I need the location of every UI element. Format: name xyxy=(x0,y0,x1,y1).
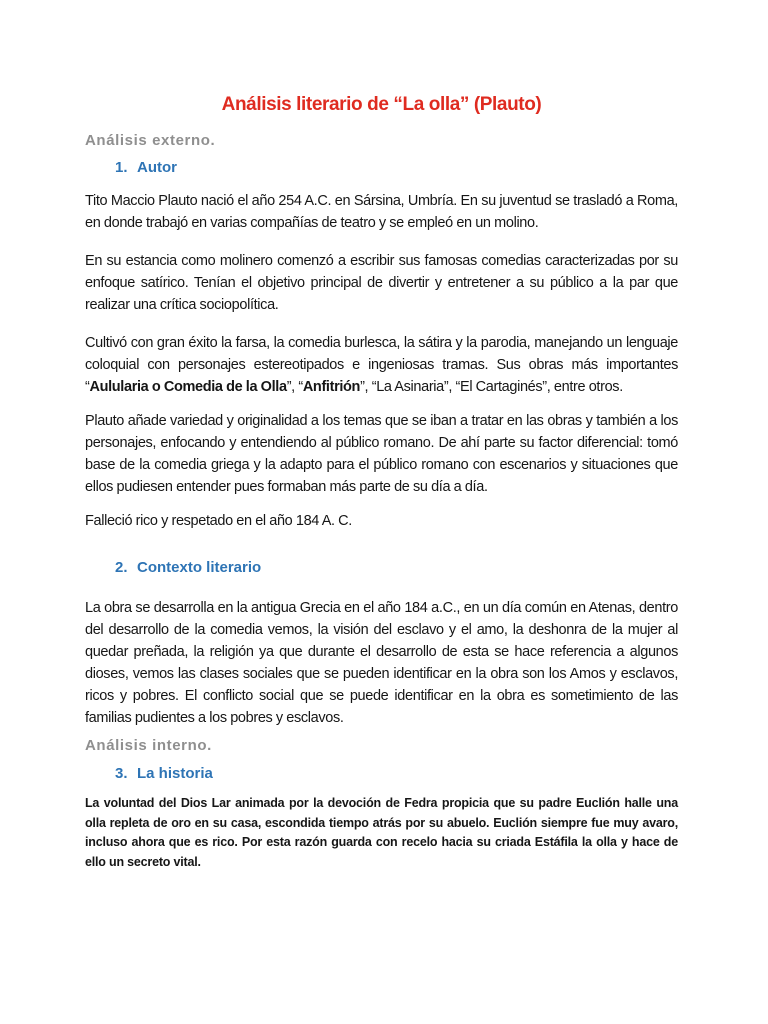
heading-historia-number: 3. xyxy=(115,765,128,782)
section-label-analisis-externo: Análisis externo. xyxy=(85,132,216,149)
paragraph-obras-text-2: ”, “ xyxy=(286,379,303,395)
document-title: Análisis literario de “La olla” (Plauto) xyxy=(221,94,542,115)
paragraph-molinero-comedias: En su estancia como molinero comenzó a escribir sus famosas comedias caracterizadas por su enfoque satírico. Tenían el objetivo principal de divertir y entretener a su público a la par que realizar una crítica sociopolítica. xyxy=(85,253,678,313)
heading-contexto-number: 2. xyxy=(115,559,128,576)
heading-autor xyxy=(85,159,678,176)
paragraph-obras-text-1: Cultivó con gran éxito la farsa, la comedia burlesca, la sátira y la parodia, manejando un lenguaje coloquial con personajes estereotipados e ingeniosas tramas. Sus obras más importantes “ xyxy=(85,335,678,395)
paragraph-obras-text-3: ”, “La Asinaria”, “El Cartaginés”, entre otros. xyxy=(360,379,623,395)
section-label-analisis-interno: Análisis interno. xyxy=(85,737,212,754)
paragraph-variedad-originalidad: Plauto añade variedad y originalidad a los temas que se iban a tratar en las obras y también a los personajes, enfocando y entendiendo al público romano. De ahí parte su factor diferencial: tomó base de la comedia griega y la adapto para el público romano con escenarios y situaciones que ellos pudiesen entender pues formaban más parte de su día a día. xyxy=(85,413,678,495)
paragraph-obras-importantes xyxy=(85,332,678,398)
paragraph-contexto-grecia: La obra se desarrolla en la antigua Grecia en el año 184 a.C., en un día común en Atenas, dentro del desarrollo de la comedia vemos, la visión del esclavo y el amo, la deshonra de la mujer al quedar preñada, la religión ya que durante el desarrollo de esta se hace referencia a algunos dioses, vemos las clases sociales que se pueden identificar en la obra son los Amos y esclavos, ricos y pobres. El conflicto social que se puede identificar en la obra es sometimiento de las familias pudientes a los pobres y esclavos. xyxy=(85,600,678,726)
heading-contexto-label: Contexto literario xyxy=(137,559,262,576)
paragraph-obras-bold-anfitrion: Anfitrión xyxy=(302,379,361,395)
heading-la-historia xyxy=(85,765,678,782)
heading-contexto-literario xyxy=(85,559,678,576)
heading-autor-label: Autor xyxy=(137,159,177,176)
paragraph-plauto-birth: Tito Maccio Plauto nació el año 254 A.C. en Sársina, Umbría. En su juventud se trasladó a Roma, en donde trabajó en varias compañías de teatro y se empleó en un molino. xyxy=(85,193,678,231)
heading-autor-number: 1. xyxy=(115,159,128,176)
heading-historia-label: La historia xyxy=(137,765,213,782)
paragraph-obras-bold-aulularia: Aulularia o Comedia de la Olla xyxy=(89,379,287,395)
paragraph-historia-dios-lar: La voluntad del Dios Lar animada por la devoción de Fedra propicia que su padre Euclión halle una olla repleta de oro en su casa, escondida tiempo atrás por su abuelo. Euclión siempre fue muy avaro, incluso ahora que es rico. Por esta razón guarda con recelo hacia su criada Estáfila la olla y hace de ello un secreto vital. xyxy=(85,796,678,869)
paragraph-fallecio: Falleció rico y respetado en el año 184 A. C. xyxy=(85,513,352,529)
